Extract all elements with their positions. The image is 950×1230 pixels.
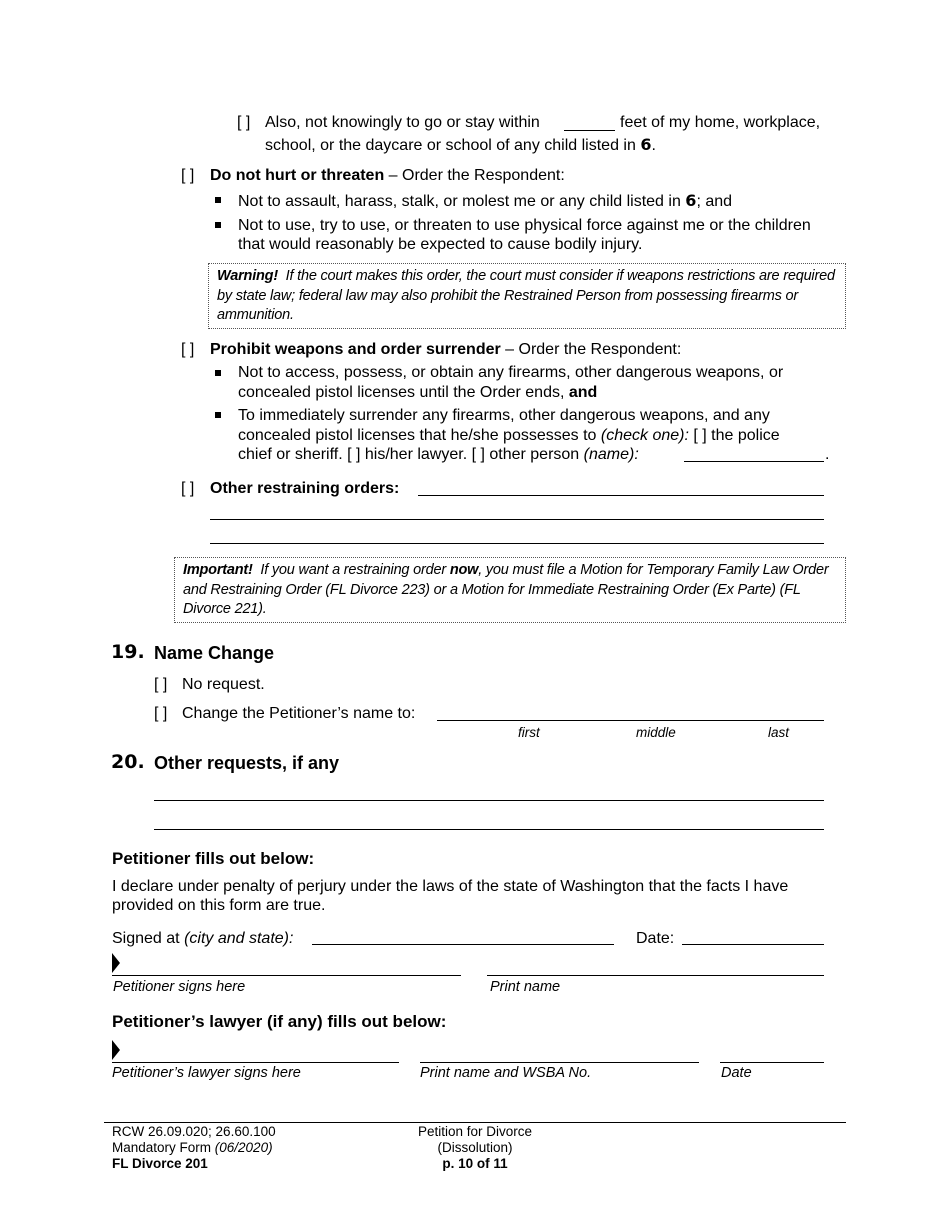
form-id: FL Divorce 201 <box>112 1156 208 1171</box>
footer-center <box>375 1124 575 1172</box>
checkbox[interactable]: [ ] <box>154 705 168 722</box>
section-title: Name Change <box>154 643 275 663</box>
checkbox[interactable]: [ ] <box>181 341 195 358</box>
date-field[interactable] <box>682 944 824 945</box>
other-orders-field-3[interactable] <box>210 543 824 544</box>
no-hurt-bullet-2: Not to use, try to use, or threaten to use physical force against me or the children <box>238 217 811 234</box>
no-hurt-bullet-2-cont: that would reasonably be expected to cause bodily injury. <box>238 236 643 253</box>
checkbox[interactable]: [ ] <box>237 114 251 131</box>
wsba-caption: Print name and WSBA No. <box>420 1065 592 1081</box>
petitioner-heading: Petitioner fills out below: <box>112 849 315 868</box>
period: . <box>825 446 830 463</box>
other-orders-field-2[interactable] <box>210 519 824 520</box>
stay-away-text-3: school, or the daycare or school of any child listed in 6. <box>265 135 656 154</box>
page-number: p. 10 of 11 <box>442 1156 508 1171</box>
checkbox[interactable]: [ ] <box>154 676 168 693</box>
date-label: Date: <box>636 930 675 947</box>
city-state-field[interactable] <box>312 944 614 945</box>
signed-at-label: Signed at (city and state): <box>112 930 294 947</box>
bullet <box>215 197 221 203</box>
weapons-bullet-2-cont2: chief or sheriff. [ ] his/her lawyer. [ ] other person (name): <box>238 446 639 463</box>
warning-box: Warning! If the court makes this order, the court must consider if weapons restrictions are required by state law; federal law may also prohibit the Restrained Person from possessing firearms or ammunition. <box>208 263 846 329</box>
petitioner-signs-caption: Petitioner signs here <box>113 979 246 995</box>
petitioner-print-name-field[interactable] <box>487 975 824 976</box>
declaration-text: I declare under penalty of perjury under the laws of the state of Washington that the facts I have <box>112 878 789 895</box>
stay-away-text-2: feet of my home, workplace, <box>620 114 821 131</box>
form-subtitle: (Dissolution) <box>437 1140 513 1155</box>
print-name-caption: Print name <box>490 979 561 995</box>
footer-rule <box>104 1122 846 1123</box>
section-number: 20. <box>111 751 145 773</box>
checkbox[interactable]: [ ] <box>181 167 195 184</box>
weapons-bullet-2: To immediately surrender any firearms, other dangerous weapons, and any <box>238 407 770 424</box>
new-name-field[interactable] <box>437 720 824 721</box>
no-hurt-heading: Do not hurt or threaten – Order the Respondent: <box>210 167 565 184</box>
lawyer-signs-caption: Petitioner’s lawyer signs here <box>112 1065 301 1081</box>
weapons-bullet-1: Not to access, possess, or obtain any firearms, other dangerous weapons, or <box>238 364 784 381</box>
no-hurt-bullet-1: Not to assault, harass, stalk, or molest me or any child listed in 6; and <box>238 191 733 210</box>
section-title: Other requests, if any <box>154 753 340 773</box>
bullet <box>215 370 221 376</box>
bullet <box>215 222 221 228</box>
no-request-option: No request. <box>182 676 265 693</box>
form-title: Petition for Divorce <box>417 1124 533 1139</box>
caption-first: first <box>518 725 540 740</box>
change-name-option: Change the Petitioner’s name to: <box>182 705 416 722</box>
checkbox[interactable]: [ ] <box>181 480 195 497</box>
weapons-heading: Prohibit weapons and order surrender – Order the Respondent: <box>210 341 682 358</box>
stay-away-text: Also, not knowingly to go or stay within <box>265 114 540 131</box>
other-requests-field-2[interactable] <box>154 829 824 830</box>
feet-field[interactable] <box>564 130 615 131</box>
rcw-text: RCW 26.09.020; 26.60.100 <box>112 1124 276 1139</box>
bullet <box>215 412 221 418</box>
section-number: 19. <box>111 641 145 663</box>
important-box: Important! If you want a restraining order now, you must file a Motion for Temporary Family Law Order and Restraining Order (FL Divorce 223) or a Motion for Immediate Restraining Order (Ex Parte) (FL Divorce 221). <box>174 557 846 623</box>
lawyer-heading: Petitioner’s lawyer (if any) fills out below: <box>112 1012 447 1031</box>
other-orders-field-1[interactable] <box>418 495 824 496</box>
other-orders-heading: Other restraining orders: <box>210 480 400 497</box>
weapons-bullet-1-cont: concealed pistol licenses until the Order ends, and <box>238 384 598 401</box>
sign-here-arrow-icon <box>112 953 120 973</box>
other-requests-field-1[interactable] <box>154 800 824 801</box>
weapons-bullet-2-cont: concealed pistol licenses that he/she possesses to (check one): [ ] the police <box>238 427 780 444</box>
declaration-text-cont: provided on this form are true. <box>112 897 326 914</box>
mandatory-text: Mandatory Form (06/2020) <box>112 1140 273 1155</box>
sign-here-arrow-icon <box>112 1040 120 1060</box>
other-person-name-field[interactable] <box>684 461 824 462</box>
caption-last: last <box>768 725 790 740</box>
petitioner-signature-field[interactable] <box>112 975 461 976</box>
footer-left <box>112 1124 276 1172</box>
date-caption: Date <box>721 1065 752 1081</box>
caption-middle: middle <box>636 725 676 740</box>
